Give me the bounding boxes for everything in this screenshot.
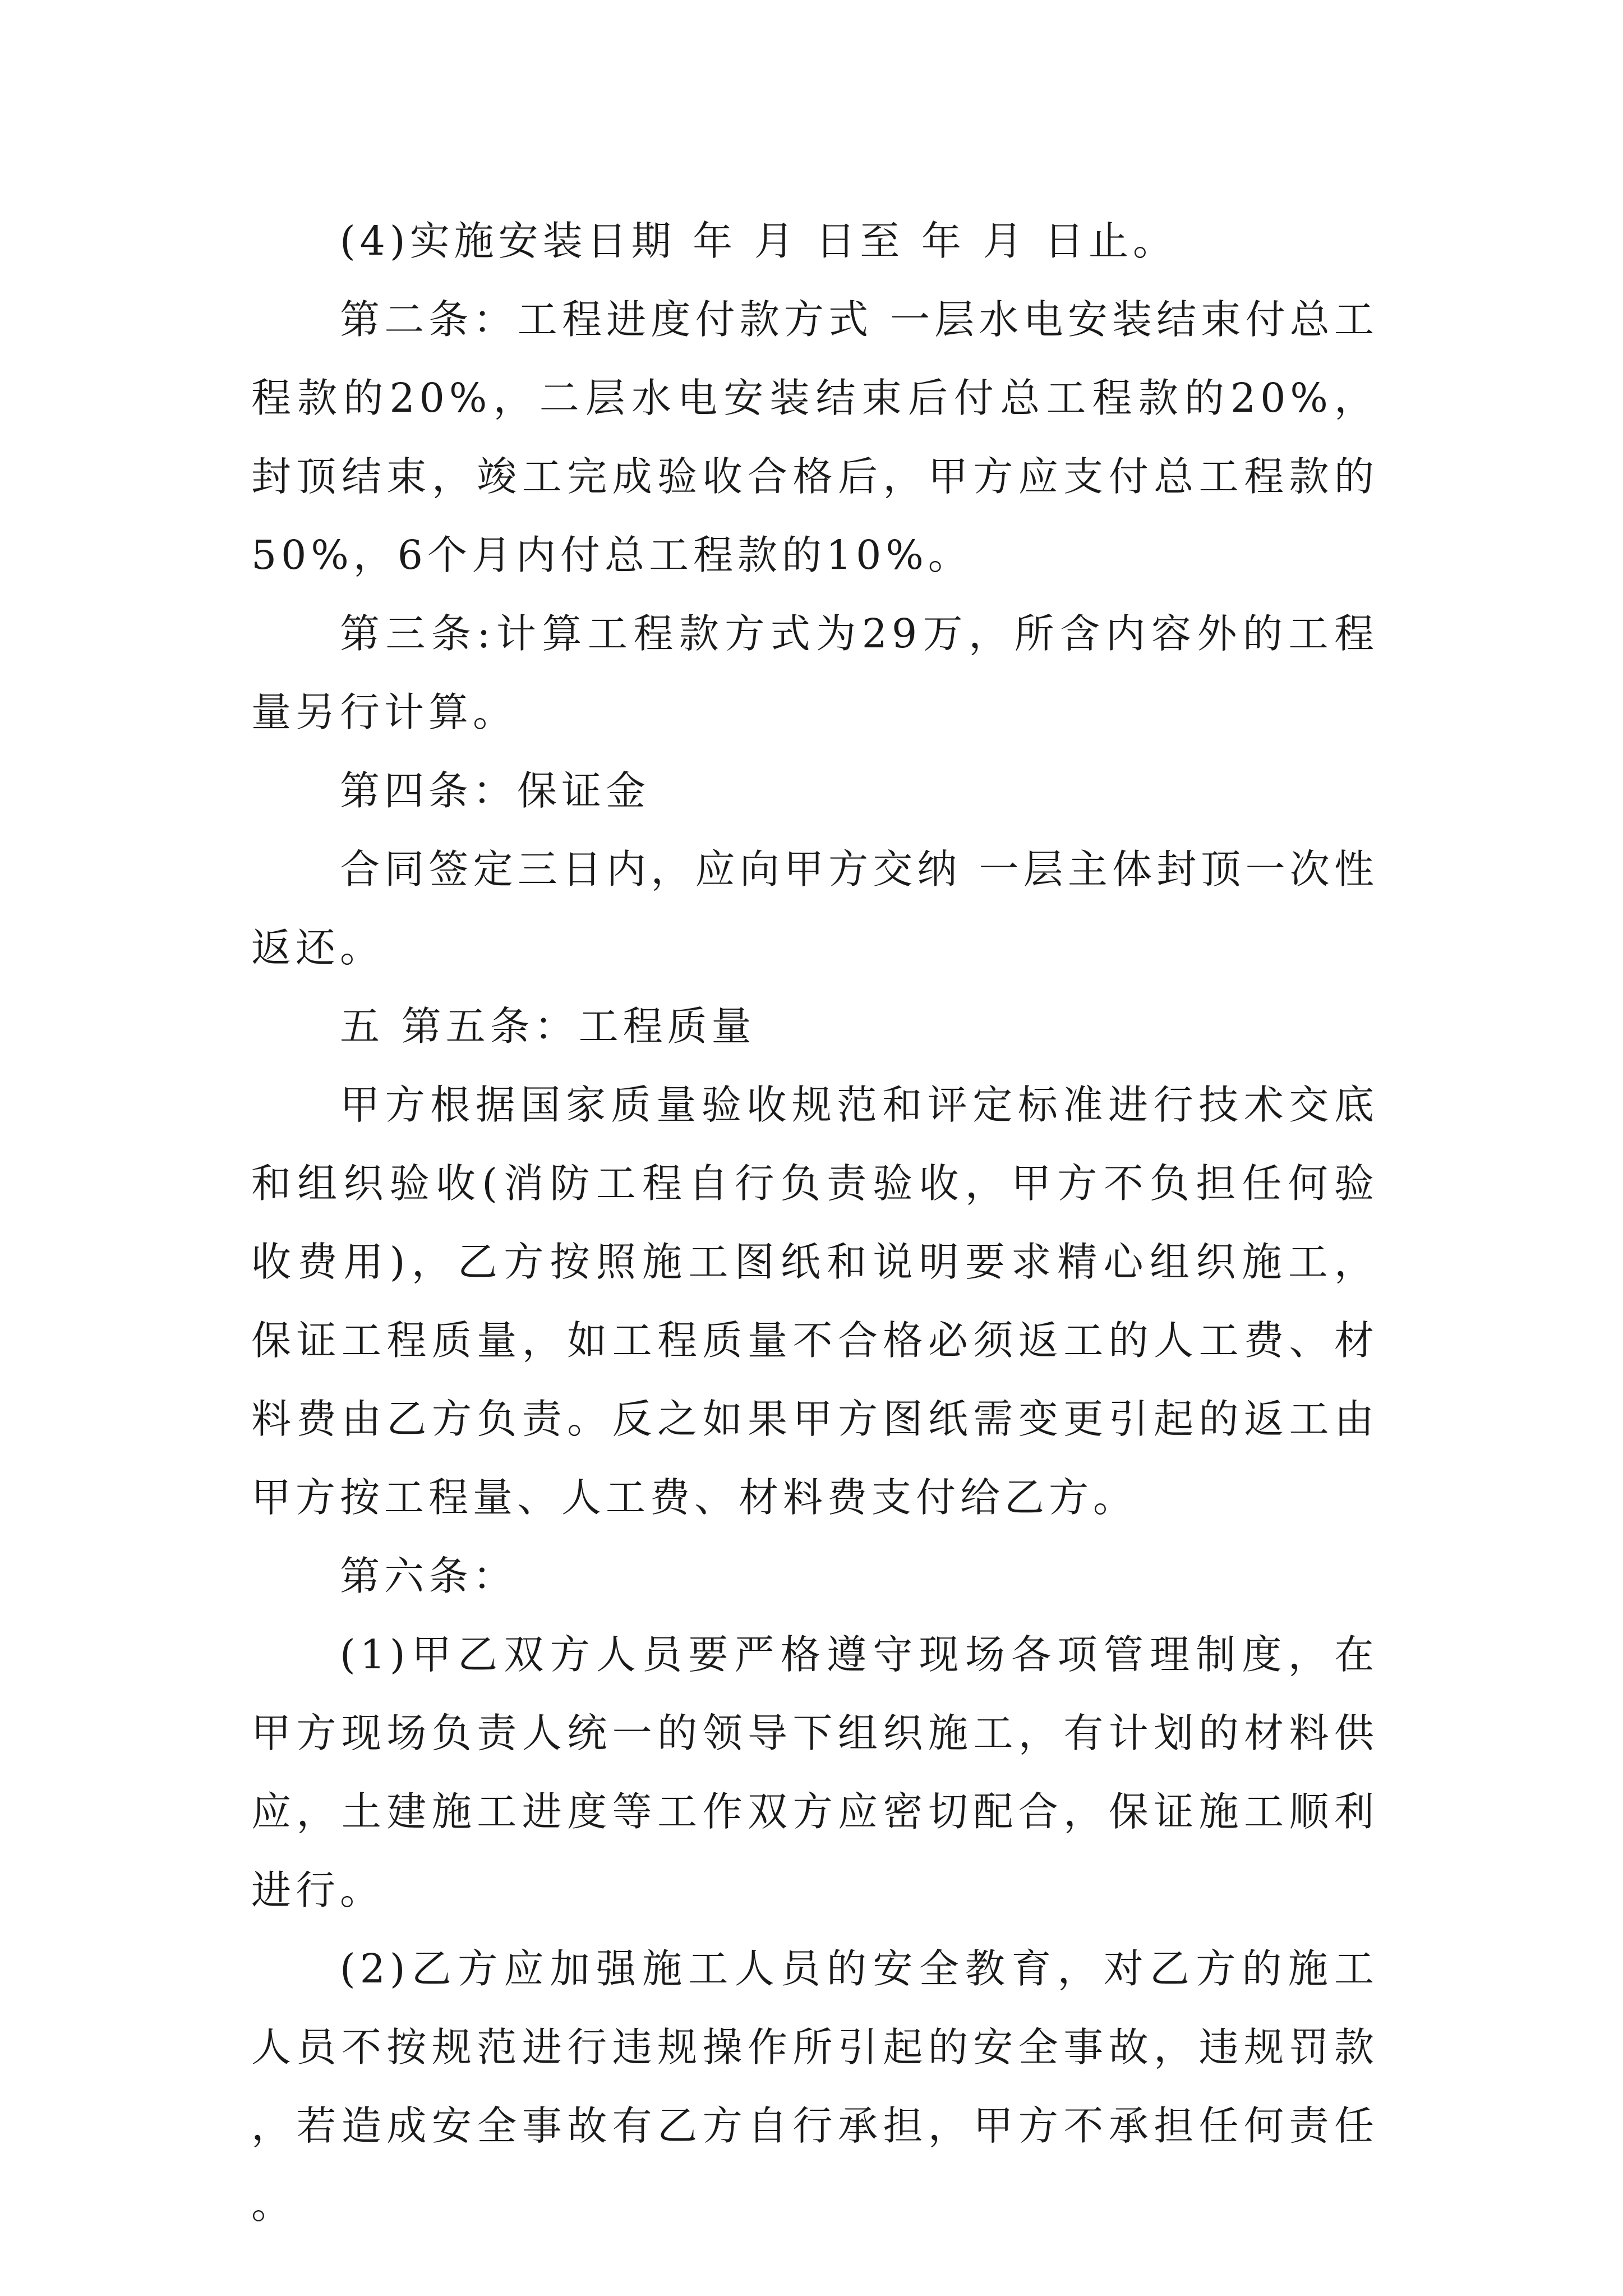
paragraph-article-2-payment: 第二条：工程进度付款方式 一层水电安装结束付总工程款的20%，二层水电安装结束后付总工程款的20%，封顶结束，竣工完成验收合格后，甲方应支付总工程款的50%，6个月内付总工程款的10%。: [251, 296, 1378, 578]
paragraph-deposit-terms: 合同签定三日内，应向甲方交纳 一层主体封顶一次性返还。: [251, 846, 1378, 971]
paragraph-article-4-heading: 第四条：保证金: [340, 767, 651, 814]
document-body: [251, 202, 1378, 2244]
paragraph-article-6-heading: 第六条：: [340, 1553, 518, 1599]
paragraph-site-management: (1)甲乙双方人员要严格遵守现场各项管理制度，在甲方现场负责人统一的领导下组织施工，有计划的材料供应，土建施工进度等工作双方应密切配合，保证施工顺利进行。: [251, 1631, 1378, 1913]
paragraph-quality-terms: 甲方根据国家质量验收规范和评定标准进行技术交底和组织验收(消防工程自行负责验收，甲方不负担任何验收费用)，乙方按照施工图纸和说明要求精心组织施工，保证工程质量，如工程质量不合格必须返工的人工费、材料费由乙方负责。反之如果甲方图纸需变更引起的返工由甲方按工程量、人工费、材料费支付给乙方。: [251, 1082, 1378, 1521]
paragraph-article-5-heading: 五 第五条：工程质量: [340, 1003, 756, 1050]
paragraph-install-date: (4)实施安装日期 年 月 日至 年 月 日止。: [340, 218, 1177, 264]
paragraph-article-3-calculation: 第三条:计算工程款方式为29万，所含内容外的工程量另行计算。: [251, 610, 1378, 735]
paragraph-safety-education: (2)乙方应加强施工人员的安全教育，对乙方的施工人员不按规范进行违规操作所引起的安全事故，违规罚款，若造成安全事故有乙方自行承担，甲方不承担任何责任。: [251, 1945, 1378, 2228]
